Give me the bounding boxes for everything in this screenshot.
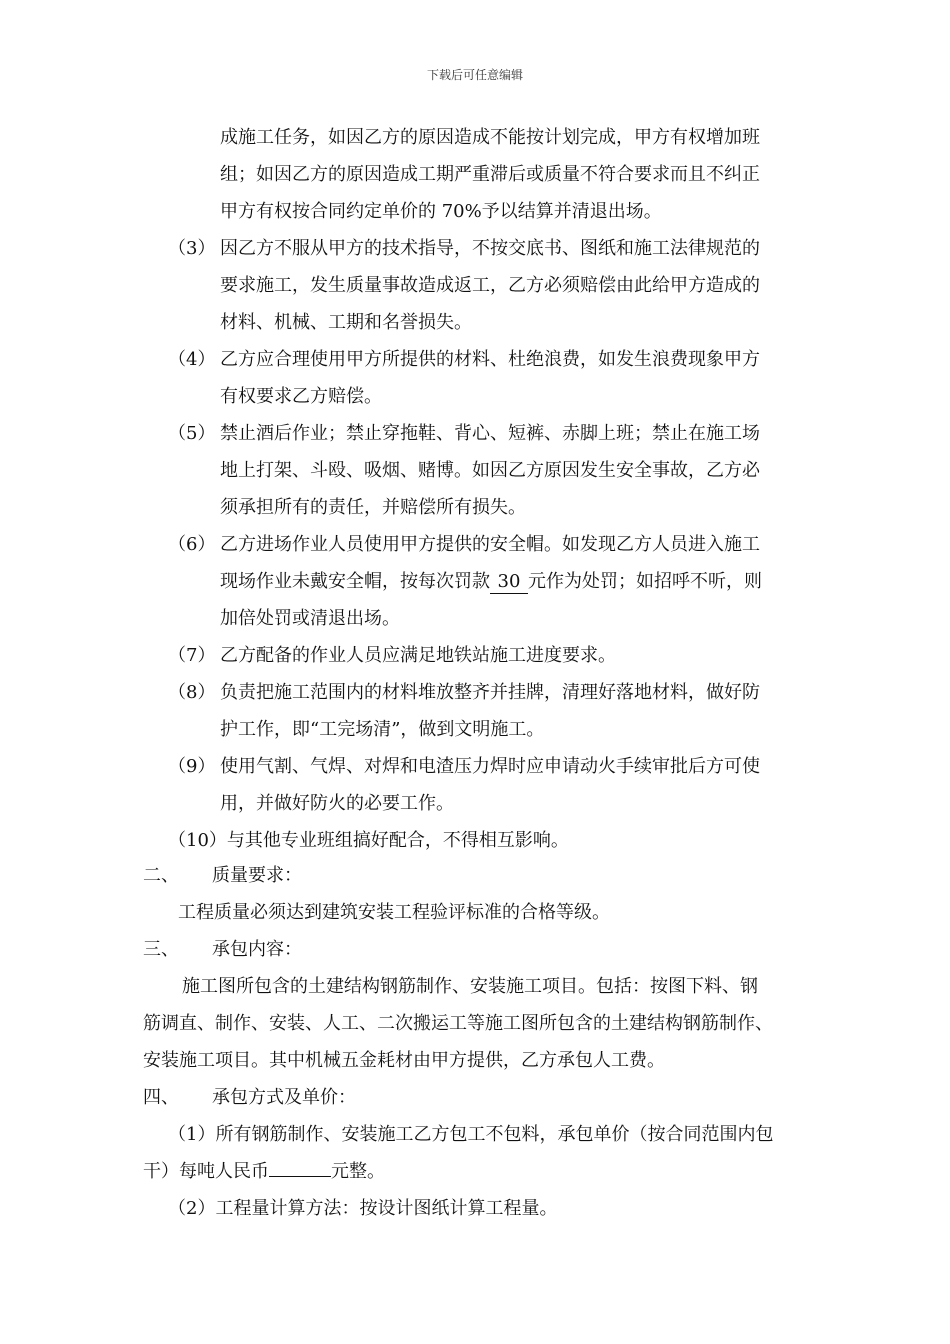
paragraph-line: 因乙方不服从甲方的技术指导，不按交底书、图纸和施工法律规范的 bbox=[220, 238, 760, 259]
fine-text-before: 现场作业未戴安全帽，按每次罚款 bbox=[220, 571, 490, 592]
paragraph-line bbox=[143, 1158, 385, 1186]
paragraph-line: 用，并做好防火的必要工作。 bbox=[220, 793, 454, 814]
paragraph-line: 成施工任务，如因乙方的原因造成不能按计划完成，甲方有权增加班 bbox=[220, 127, 760, 148]
section-number: 二、 bbox=[143, 865, 179, 886]
paragraph-line: 有权要求乙方赔偿。 bbox=[220, 386, 382, 407]
paragraph-line: 负责把施工范围内的材料堆放整齐并挂牌，清理好落地材料，做好防 bbox=[220, 682, 760, 703]
item-number: （8） bbox=[168, 682, 216, 703]
item-number: （7） bbox=[168, 645, 216, 666]
paragraph-line: 护工作，即“工完场清”，做到文明施工。 bbox=[220, 719, 545, 740]
paragraph-line: 筋调直、制作、安装、人工、二次搬运工等施工图所包含的土建结构钢筋制作、 bbox=[143, 1013, 773, 1034]
paragraph-line: 施工图所包含的土建结构钢筋制作、安装施工项目。包括：按图下料、钢 bbox=[182, 976, 758, 997]
paragraph-line: （1）所有钢筋制作、安装施工乙方包工不包料，承包单价（按合同范围内包 bbox=[168, 1124, 774, 1145]
paragraph-line: 加倍处罚或清退出场。 bbox=[220, 608, 400, 629]
section-title: 承包方式及单价： bbox=[212, 1087, 356, 1108]
fine-amount: 30 bbox=[490, 571, 528, 594]
item-number: （5） bbox=[168, 423, 216, 444]
paragraph-line: 材料、机械、工期和名誉损失。 bbox=[220, 312, 472, 333]
item-number: （4） bbox=[168, 349, 216, 370]
price-text-before: 干）每吨人民币 bbox=[143, 1161, 269, 1182]
item-number: （6） bbox=[168, 534, 216, 555]
paragraph-line: 安装施工项目。其中机械五金耗材由甲方提供，乙方承包人工费。 bbox=[143, 1050, 665, 1071]
section-title: 承包内容： bbox=[212, 939, 302, 960]
paragraph-line: （2）工程量计算方法：按设计图纸计算工程量。 bbox=[168, 1198, 558, 1219]
paragraph-line: （10）与其他专业班组搞好配合，不得相互影响。 bbox=[168, 830, 569, 851]
paragraph-line: 组；如因乙方的原因造成工期严重滞后或质量不符合要求而且不纠正 bbox=[220, 164, 760, 185]
paragraph-line: 乙方应合理使用甲方所提供的材料、杜绝浪费，如发生浪费现象甲方 bbox=[220, 349, 760, 370]
paragraph-line: 禁止酒后作业；禁止穿拖鞋、背心、短裤、赤脚上班；禁止在施工场 bbox=[220, 423, 760, 444]
paragraph-line: 乙方配备的作业人员应满足地铁站施工进度要求。 bbox=[220, 645, 616, 666]
paragraph-line: 使用气割、气焊、对焊和电渣压力焊时应申请动火手续审批后方可使 bbox=[220, 756, 760, 777]
paragraph-line bbox=[220, 568, 762, 596]
section-number: 三、 bbox=[143, 939, 179, 960]
paragraph-line: 甲方有权按合同约定单价的 70%予以结算并清退出场。 bbox=[220, 201, 662, 222]
item-number: （9） bbox=[168, 756, 216, 777]
section-title: 质量要求： bbox=[212, 865, 302, 886]
item-number: （3） bbox=[168, 238, 216, 259]
price-blank bbox=[269, 1176, 331, 1177]
paragraph-line: 乙方进场作业人员使用甲方提供的安全帽。如发现乙方人员进入施工 bbox=[220, 534, 760, 555]
price-text-after: 元整。 bbox=[331, 1161, 385, 1182]
section-number: 四、 bbox=[143, 1087, 179, 1108]
fine-text-after: 元作为处罚；如招呼不听，则 bbox=[528, 571, 762, 592]
paragraph-line: 工程质量必须达到建筑安装工程验评标准的合格等级。 bbox=[178, 902, 610, 923]
page-header: 下载后可任意编辑 bbox=[426, 68, 523, 82]
paragraph-line: 须承担所有的责任，并赔偿所有损失。 bbox=[220, 497, 526, 518]
paragraph-line: 要求施工，发生质量事故造成返工，乙方必须赔偿由此给甲方造成的 bbox=[220, 275, 760, 296]
paragraph-line: 地上打架、斗殴、吸烟、赌博。如因乙方原因发生安全事故，乙方必 bbox=[220, 460, 760, 481]
